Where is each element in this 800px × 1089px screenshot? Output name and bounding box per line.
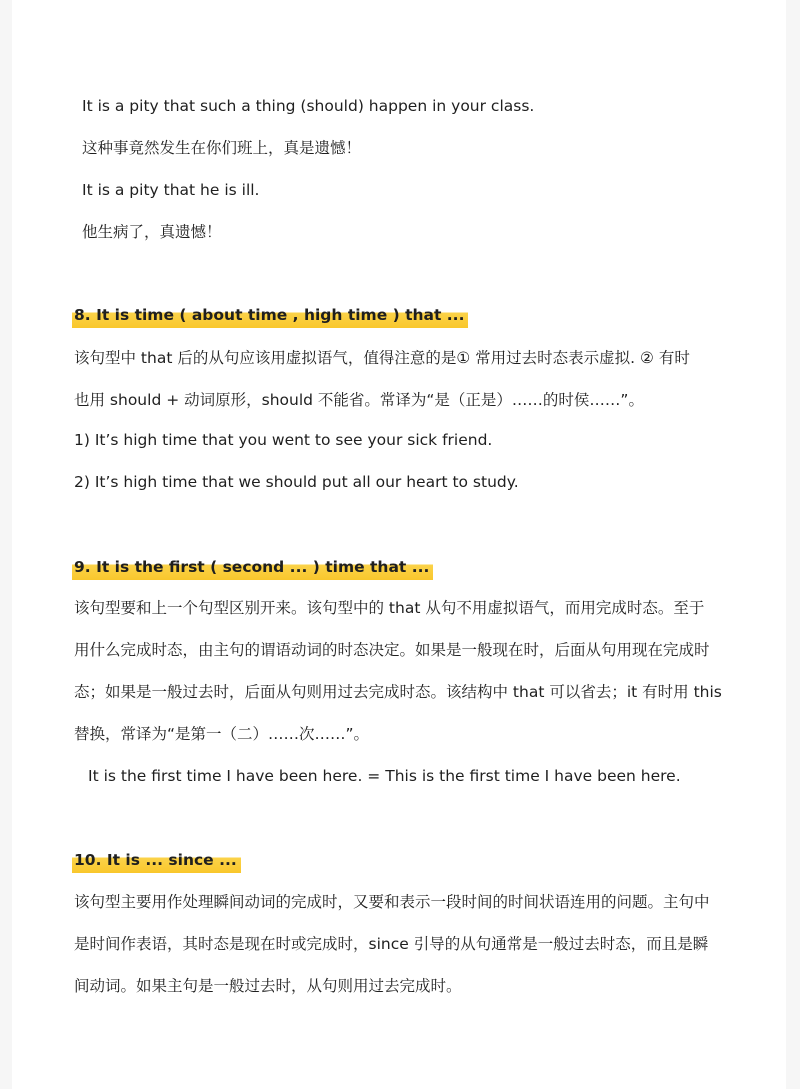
section-8-example-1: 1) It’s high time that you went to see your sick friend. (74, 431, 493, 449)
section-9-example: It is the first time I have been here. = This is the first time I have been here. (88, 767, 681, 785)
section-10-line-2: 是时间作表语，其时态是现在时或完成时，since 引导的从句通常是一般过去时态，而且是瞬 (74, 935, 709, 953)
section-8-line-2: 也用 should + 动词原形，should 不能省。常译为“是（正是）……的时侯……”。 (74, 391, 644, 409)
section-9-line-4: 替换，常译为“是第一（二）……次……”。 (74, 725, 370, 743)
intro-english-sentence-1: It is a pity that such a thing (should) happen in your class. (82, 97, 535, 115)
document-page (12, 0, 786, 1089)
section-8-line-1: 该句型中 that 后的从句应该用虚拟语气，值得注意的是① 常用过去时态表示虚拟. ② 有时 (74, 349, 690, 367)
section-10-line-3: 间动词。如果主句是一般过去时，从句则用过去完成时。 (74, 977, 462, 995)
intro-chinese-sentence-2: 他生病了，真遗憾！ (82, 223, 222, 241)
section-8-heading: 8. It is time ( about time , high time ) that ... (72, 304, 468, 328)
section-9-line-1: 该句型要和上一个句型区别开来。该句型中的 that 从句不用虚拟语气，而用完成时态。至于 (74, 599, 705, 617)
intro-english-sentence-2: It is a pity that he is ill. (82, 181, 260, 199)
section-9-line-2: 用什么完成时态，由主句的谓语动词的时态决定。如果是一般现在时，后面从句用现在完成时 (74, 641, 710, 659)
section-10-heading: 10. It is ... since ... (72, 849, 241, 873)
section-8-example-2: 2) It’s high time that we should put all our heart to study. (74, 473, 519, 491)
section-9-heading: 9. It is the first ( second ... ) time that ... (72, 556, 433, 580)
section-10-line-1: 该句型主要用作处理瞬间动词的完成时，又要和表示一段时间的时间状语连用的问题。主句中 (74, 893, 710, 911)
intro-chinese-sentence-1: 这种事竟然发生在你们班上，真是遗憾！ (82, 139, 362, 157)
section-9-line-3: 态；如果是一般过去时，后面从句则用过去完成时态。该结构中 that 可以省去；it 有时用 this (74, 683, 722, 701)
